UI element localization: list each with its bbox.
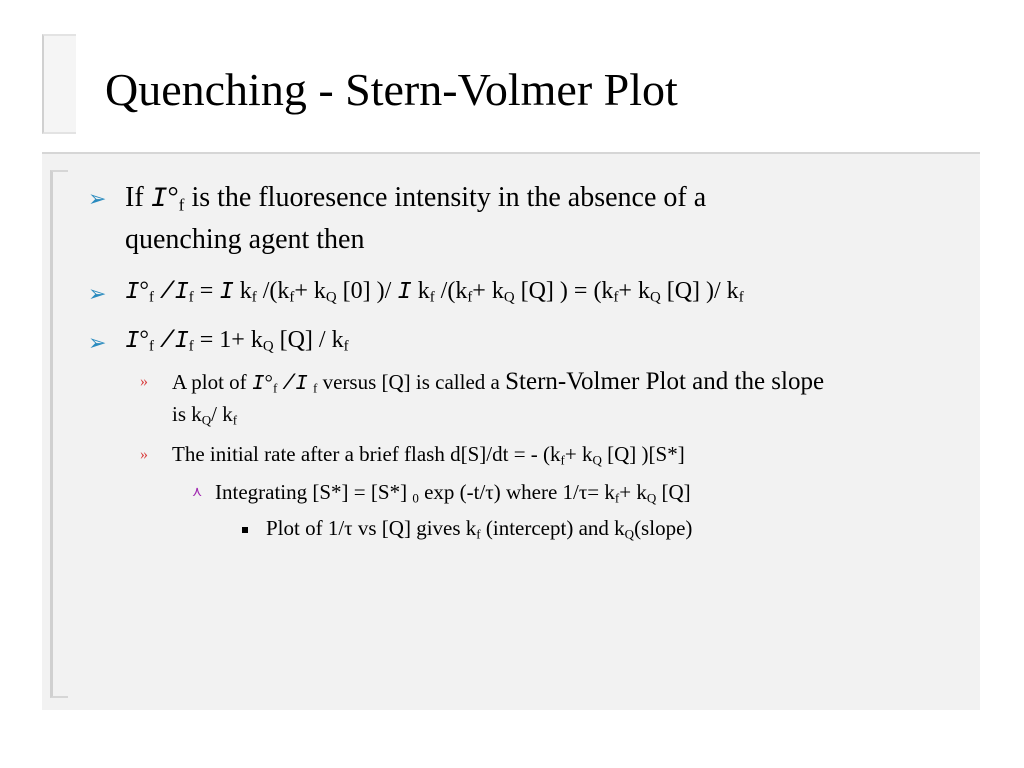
level4-square-bullet (242, 527, 248, 533)
level2-raquo-bullet: » (140, 446, 148, 463)
bullet-2-equation: $I^\circ_f$ $/I_f = I$ $k_f$ $/(k_f+ k_Q$ [0] )/ I $k_f$ $/(k_f+ k_Q$ [Q] ) = ($k_f+ k_Q$ [Q] )/ $k_f$ (125, 278, 744, 306)
stern-volmer-term: Stern-Volmer Plot and the slope (505, 368, 825, 395)
sub-bullet-1-line-1: A plot of $I^\circ_f$ /I $_f$ versus [Q] is called a Stern-Volmer Plot and the slope (172, 368, 825, 396)
intensity-symbol: I (150, 184, 168, 215)
sub-bullet-2: The initial rate after a brief flash d[S]/dt = - ($k_f+ k_Q$ [Q] )[S*] (172, 442, 685, 468)
bullet-1-line-1: If $I^\circ_f$ is the fluoresence intensity in the absence of a (125, 182, 707, 215)
level3-caret-bullet: ⋏ (192, 485, 203, 500)
level1-arrow-bullet: ➢ (88, 330, 107, 355)
slide-title: Quenching - Stern-Volmer Plot (105, 64, 678, 115)
level1-arrow-bullet: ➢ (88, 281, 107, 306)
title-bracket-decoration (42, 34, 76, 134)
bullet-3-equation: $I^\circ_f$ $/I_f = 1+ k_Q$ $[Q] / k_f$ (125, 327, 349, 355)
bullet-1-line-2: quenching agent then (125, 224, 365, 255)
if-word: If (125, 182, 144, 213)
content-bracket-decoration (50, 170, 68, 698)
level2-raquo-bullet: » (140, 373, 148, 390)
bullet-1-text: is the fluoresence intensity in the absence of a (184, 182, 707, 213)
sub-bullet-1-line-2: is $k_Q/$ $k_f$ (172, 402, 238, 428)
sub-sub-bullet-1: Integrating [S*] = [S*] $_0$ exp (-t/τ) where $1/\tau= k_f+ k_Q$ [Q] (215, 480, 691, 506)
level1-arrow-bullet: ➢ (88, 186, 107, 211)
sub-sub-sub-bullet-1: Plot of 1/τ vs [Q] gives $k_f$ (intercept) and $k_Q(slope)$ (266, 516, 693, 542)
